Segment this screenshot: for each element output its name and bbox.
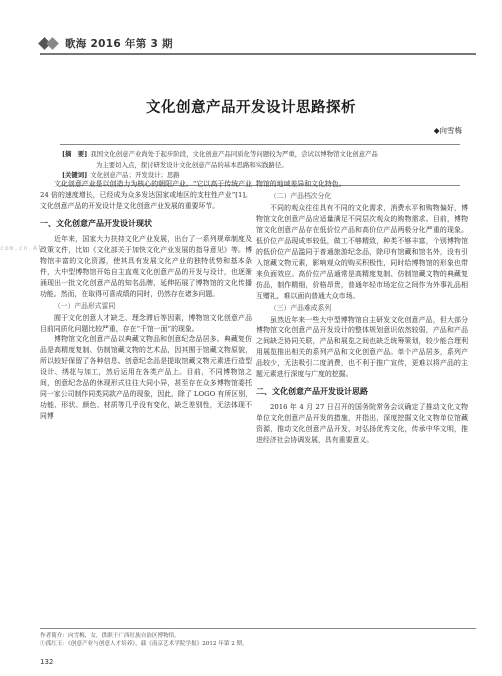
page-number: 132 <box>40 658 54 666</box>
body-paragraph: 不同的观众往往具有不同的文化需求，消费水平和购物偏好，博物馆文化创意产品应适量满足不同层次观众的购物需求。目前，博物馆文化创意产品存在低价位产品和高价位产品两极分化严重的现象。低价位产品现成率较低，做工不够精致，种类不够丰富，个别博物馆的低价位产品滥同于普通旅游纪念品，除印有馆藏和馆名外，没有引入馆藏文物元素，影响观众的购买积极性，同时给博物馆的形象也带来负面效应。高价位产品通常是高精度复制、仿制馆藏文物的典藏复仿品，制作精细，价格昂贵，普通年轻市场定位之间作为外事礼品相互赠礼，难以面向普通大众市场。 <box>256 203 468 300</box>
subsection-heading: （二）产品档次分化 <box>270 191 332 200</box>
section-heading: 一、文化创意产品开发设计现状 <box>40 218 152 228</box>
body-paragraph: 2016 年 4 月 27 日召开的国务院常务会议确定了推动文化文物单位文化创意产品开发的措施，并指出，深度挖掘文化文物单位馆藏资源，推动文化创意产品开发，对弘扬优秀文化，传承中华文明，推进经济社会协调发展，具有重要意义。 <box>256 403 468 445</box>
subsection-heading: （一）产品形式雷同 <box>54 301 116 310</box>
body-paragraph: 博物馆文化创意产品以典藏文物品和创意纪念品居多。典藏复仿品是高精度复制、仿制馆藏文物的艺术品，因其囿于馆藏文物原貌，所以较好保留了各种信息。创意纪念品是提取馆藏文物元素进行造型设计、绣花与加工，然后运用在各类产品上。目前，不同博物馆之间，创意纪念品的休现形式往往大同小异，甚至存在众多博物馆委托同一家公司制作同类同款产品的现象，因此，除了 LOGO 有所区别，功能、形状、颜色、材质等几乎没有变化，缺乏差别性，无法体现不同博 <box>40 335 252 421</box>
section-heading: 二、文化创意产品开发设计思路 <box>256 387 368 397</box>
body-paragraph: 文化创意产业是以创造力为核心的朝阳产业。“它以高于传统产业 24 倍的速度增长，已经成为众多发达国家或地区的支柱性产业”[1]。文化创意产品的开发设计是文化创意产业发展的重要环节。 <box>40 180 252 210</box>
left-column <box>40 179 252 422</box>
abstract-text-1: 我国文化创意产业尚处于起步阶段，文化创意产品同质化等问题较为严重，尝试以博物馆文化创意产品 <box>90 150 378 158</box>
body-paragraph: 虽然近年来一些大中型博物馆自主研发文化创意产品，但大部分博物馆文化创意产品开发设计的整体规划意识依然较弱，产品和产品之间缺乏协同关联，产品和展览之间也缺乏统筹策划，较少能合理利用展览推出相关的系列产品和文化创意产品。单个产品居多，系列产品较少，无法吸引二度消费，也不利于推广宣传，更难以将产品的主题元素进行深度与广度的挖掘。 <box>256 315 468 379</box>
header-divider <box>40 53 476 55</box>
author-bio: 作者简介：向雪梅，女，供职于广西壮族自治区博物馆。 <box>40 633 180 639</box>
body-paragraph: 近年来，国家大力扶持文化产业发展，出台了一系列规章制度及政策文件，比如《文化部关于加快文化产业发展的指导意见》等。博物馆丰富的文化资源，使其具有发展文化产业的独特优势和基本条件，大中型博物馆开始自主直观文化创意产品的开发与设计，也逐渐涌现出一批文化创意产品的知名品牌，延伸拓展了博物馆的文化传播功能。然而，在取得可喜成绩的同时，仍然存在诸多问题。 <box>40 234 252 298</box>
watermark: com.cn Al <box>0 244 43 252</box>
abstract-label: [摘 要] <box>62 150 88 158</box>
body-paragraph: 囿于文化创意人才缺乏、理念滞后等因素，博物馆文化创意产品目前同质化问题比较严重，存在“千馆一面”的现象。 <box>40 313 252 333</box>
journal-title: 歌海 2016 年第 3 期 <box>65 38 173 50</box>
right-column <box>256 179 468 446</box>
footnotes <box>40 628 476 649</box>
journal-header <box>40 34 476 54</box>
journal-logo-icon <box>40 38 60 50</box>
keywords-text: 文化创意产品；开发设计；思路 <box>90 171 180 179</box>
abstract-text-2: 为主要切入点，探讨研发设计文化创意产品的基本思路和实践路径。 <box>96 160 288 169</box>
author: ◆向雪梅 <box>433 126 462 135</box>
footnote-1: ①孤红玉：《创意产业与创意人才培养》，载《南京艺术学院学报》2012 年第 2 期。 <box>40 641 248 648</box>
subsection-heading: （三）产品难成系列 <box>270 303 332 312</box>
body-paragraph: 物馆的地域差异和文化特色。 <box>256 180 346 188</box>
keywords-label: [关键词] <box>62 171 88 179</box>
paper-title: 文化创意产品开发设计思路探析 <box>146 100 356 116</box>
abstract <box>62 149 458 160</box>
